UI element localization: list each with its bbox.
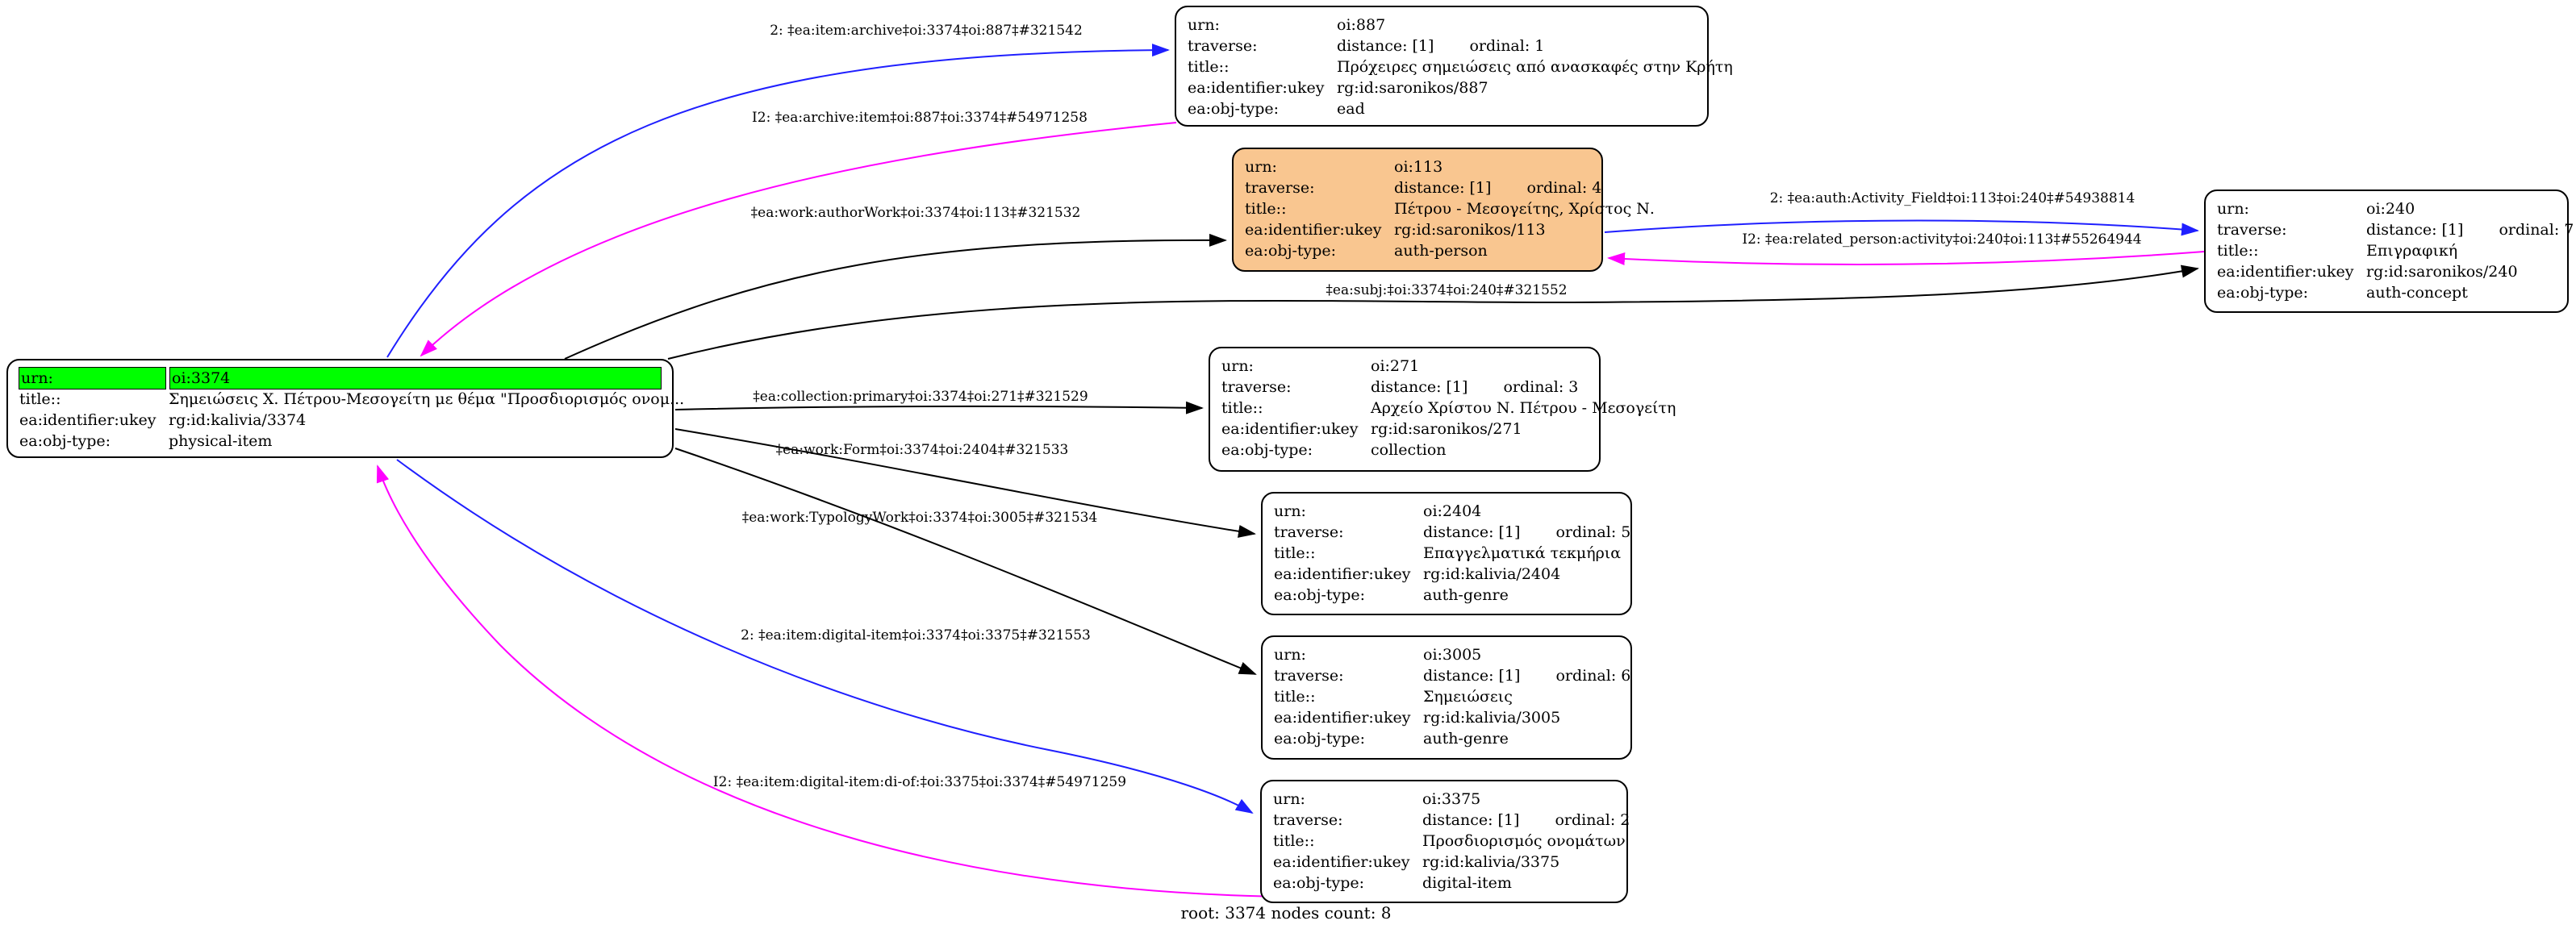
field-label: ea:identifier:ukey	[1188, 79, 1325, 97]
field-value: oi:887	[1337, 16, 1386, 34]
field-value: auth-genre	[1423, 586, 1509, 604]
field-label: traverse:	[1274, 667, 1344, 685]
graph-caption: root: 3374 nodes count: 8	[1180, 903, 1392, 923]
field-value: Επαγγελματικά τεκμήρια	[1423, 544, 1622, 562]
node-row-traverse	[1245, 177, 1602, 198]
field-label: ea:identifier:ukey	[1274, 709, 1411, 727]
node-row-traverse	[1188, 35, 1696, 56]
field-label: title::	[1274, 688, 1316, 706]
field-value: distance: [1]	[1423, 667, 1521, 685]
node-row-identifier	[2217, 261, 2556, 282]
edge-label-work-typologywork: ‡ea:work:TypologyWork‡oi:3374‡oi:3005‡#321534	[741, 510, 1098, 526]
node-row-title	[1221, 398, 1676, 419]
node-row-identifier	[1221, 419, 1588, 439]
field-value: rg:id:kalivia/3005	[1423, 709, 1561, 727]
edge-label-related-person: I2: ‡ea:related_person:activity‡oi:240‡oi:113‡#55264944	[1742, 231, 2142, 248]
field-value: rg:id:kalivia/2404	[1423, 565, 1561, 583]
node-row-objtype	[1245, 240, 1590, 261]
field-value: distance: [1]	[1394, 179, 1492, 197]
field-label: ea:obj-type:	[1221, 441, 1313, 459]
node-row-urn	[1273, 789, 1615, 810]
node-row-title	[1274, 686, 1619, 707]
edge-label-work-authorwork: ‡ea:work:authorWork‡oi:3374‡oi:113‡#321532	[750, 205, 1081, 221]
field-label: ea:identifier:ukey	[1273, 853, 1410, 871]
node-row-objtype	[1221, 439, 1588, 460]
node-row-objtype	[1274, 728, 1619, 749]
node-row-traverse	[1221, 377, 1588, 398]
field-label: ea:obj-type:	[1188, 100, 1280, 118]
edge-label-work-form: ‡ea:work:Form‡oi:3374‡oi:2404‡#321533	[775, 442, 1069, 458]
edge-collection-primary	[675, 406, 1202, 410]
node-oi-887[interactable]	[1175, 6, 1733, 127]
edge-digital-item-di-of	[378, 466, 1299, 897]
field-value-2: ordinal: 4	[1526, 179, 1602, 197]
field-value: distance: [1]	[2366, 221, 2464, 239]
field-value: auth-concept	[2366, 284, 2468, 302]
field-label: ea:obj-type:	[1273, 874, 1365, 892]
field-value: rg:id:saronikos/271	[1371, 420, 1522, 438]
field-label: ea:identifier:ukey	[2217, 263, 2354, 281]
field-value: auth-genre	[1423, 730, 1509, 748]
edge-label-collection-primary: ‡ea:collection:primary‡oi:3374‡oi:271‡#321529	[753, 389, 1088, 405]
field-value: Αρχείο Χρίστου Ν. Πέτρου - Μεσογείτη	[1371, 399, 1676, 417]
field-label: traverse:	[1274, 523, 1344, 541]
field-label: ea:identifier:ukey	[1245, 221, 1382, 239]
edge-label-subj: ‡ea:subj:‡oi:3374‡oi:240‡#321552	[1326, 282, 1568, 298]
node-row-title	[1273, 831, 1626, 852]
field-value: oi:3005	[1423, 646, 1482, 664]
field-label: title::	[1273, 832, 1315, 850]
node-row-title	[1274, 543, 1622, 564]
field-value: rg:id:saronikos/887	[1337, 79, 1488, 97]
field-value: oi:113	[1394, 158, 1443, 176]
field-value: oi:271	[1371, 357, 1420, 375]
node-row-title	[19, 389, 685, 410]
node-row-title	[2217, 240, 2556, 261]
node-oi-2404[interactable]	[1261, 492, 1632, 615]
node-row-urn	[1274, 501, 1619, 522]
node-row-traverse	[1274, 522, 1631, 543]
field-value: distance: [1]	[1337, 37, 1434, 55]
field-label: urn:	[1274, 646, 1306, 664]
field-value: rg:id:saronikos/113	[1394, 221, 1546, 239]
node-row-urn	[1188, 15, 1696, 35]
node-row-objtype	[1274, 585, 1619, 606]
edge-label-digital-item-di-of: I2: ‡ea:item:digital-item:di-of:‡oi:3375‡oi:3374‡#54971259	[712, 774, 1127, 790]
node-row-identifier	[1274, 564, 1619, 585]
node-row-identifier	[1188, 77, 1696, 98]
edge-auth-activity-field	[1605, 221, 2198, 233]
field-label: traverse:	[1188, 37, 1258, 55]
field-value: Επιγραφική	[2366, 242, 2458, 260]
field-label: traverse:	[1273, 811, 1343, 829]
node-row-urn	[19, 368, 661, 389]
field-label: ea:obj-type:	[1274, 730, 1366, 748]
field-value: physical-item	[169, 432, 273, 450]
field-label: ea:identifier:ukey	[1221, 420, 1359, 438]
node-oi-240[interactable]	[2204, 190, 2574, 313]
field-value: collection	[1371, 441, 1447, 459]
edge-archive-item	[421, 123, 1176, 356]
field-label: traverse:	[1221, 378, 1292, 396]
node-oi-3005[interactable]	[1261, 635, 1632, 760]
field-label: title::	[1274, 544, 1316, 562]
node-row-traverse	[1274, 665, 1631, 686]
field-label: traverse:	[1245, 179, 1315, 197]
node-row-identifier	[1245, 219, 1590, 240]
field-value-2: ordinal: 3	[1503, 378, 1579, 396]
node-row-objtype	[2217, 282, 2556, 303]
node-row-objtype	[1188, 98, 1696, 119]
node-row-identifier	[1274, 707, 1619, 728]
field-value: oi:3375	[1422, 790, 1481, 808]
node-row-title	[1188, 56, 1733, 77]
node-row-objtype	[1273, 873, 1615, 893]
field-label: ea:obj-type:	[19, 432, 111, 450]
field-label: ea:identifier:ukey	[1274, 565, 1411, 583]
node-row-urn	[1221, 356, 1588, 377]
field-label: ea:obj-type:	[1274, 586, 1366, 604]
edge-label-archive-item: I2: ‡ea:archive:item‡oi:887‡oi:3374‡#54971258	[752, 110, 1088, 126]
edge-label-item-archive: 2: ‡ea:item:archive‡oi:3374‡oi:887‡#321542	[770, 23, 1083, 39]
field-value: Σημειώσεις	[1423, 688, 1513, 706]
field-label: urn:	[2217, 200, 2249, 218]
field-label: title::	[19, 390, 61, 408]
field-label: urn:	[1245, 158, 1277, 176]
node-oi-3374[interactable]	[6, 359, 685, 458]
field-value: rg:id:kalivia/3375	[1422, 853, 1560, 871]
node-oi-271[interactable]	[1209, 347, 1676, 472]
field-value: auth-person	[1394, 242, 1488, 260]
field-label: title::	[1245, 200, 1287, 218]
node-row-identifier	[19, 410, 661, 431]
node-row-urn	[1245, 156, 1590, 177]
node-row-objtype	[19, 431, 661, 452]
field-label: ea:obj-type:	[1245, 242, 1337, 260]
node-oi-113[interactable]	[1232, 148, 1655, 272]
field-value: Σημειώσεις Χ. Πέτρου-Μεσογείτη με θέμα "Προσδιορισμός ονομ...	[169, 390, 685, 408]
field-value-2: ordinal: 2	[1555, 811, 1630, 829]
edge-related-person	[1609, 252, 2204, 264]
field-label: ea:obj-type:	[2217, 284, 2309, 302]
field-value: distance: [1]	[1422, 811, 1520, 829]
field-label: ea:identifier:ukey	[19, 411, 157, 429]
node-row-urn	[2217, 198, 2556, 219]
field-value-2: ordinal: 1	[1469, 37, 1545, 55]
field-value: Πρόχειρες σημειώσεις από ανασκαφές στην Κρήτη	[1337, 58, 1733, 76]
node-row-urn	[1274, 644, 1619, 665]
field-value: digital-item	[1422, 874, 1512, 892]
field-value: rg:id:saronikos/240	[2366, 263, 2518, 281]
edge-label-auth-activity-field: 2: ‡ea:auth:Activity_Field‡oi:113‡oi:240‡#54938814	[1769, 190, 2136, 206]
edge-work-authorwork	[565, 240, 1225, 359]
field-value: Προσδιορισμός ονομάτων	[1422, 832, 1626, 850]
field-value-2: ordinal: 5	[1555, 523, 1631, 541]
field-label: urn:	[1188, 16, 1220, 34]
node-row-traverse	[2217, 219, 2574, 240]
field-value-2: ordinal: 6	[1555, 667, 1631, 685]
field-label: title::	[1221, 399, 1263, 417]
edge-item-archive	[387, 50, 1168, 357]
node-row-identifier	[1273, 852, 1615, 873]
field-label: urn:	[1274, 502, 1306, 520]
field-value: distance: [1]	[1423, 523, 1521, 541]
field-label: urn:	[1221, 357, 1254, 375]
field-label: title::	[1188, 58, 1230, 76]
edge-label-item-digital-item: 2: ‡ea:item:digital-item‡oi:3374‡oi:3375‡#321553	[741, 627, 1091, 644]
field-value: oi:2404	[1423, 502, 1482, 520]
field-value: ead	[1337, 100, 1365, 118]
field-value: Πέτρου - Μεσογείτης, Χρίστος Ν.	[1394, 200, 1655, 218]
node-oi-3375[interactable]	[1260, 780, 1628, 903]
field-label: traverse:	[2217, 221, 2287, 239]
field-value: oi:3374	[170, 368, 661, 389]
field-label: urn:	[19, 368, 165, 389]
field-value: distance: [1]	[1371, 378, 1468, 396]
node-row-traverse	[1273, 810, 1630, 831]
field-value-2: ordinal: 7	[2499, 221, 2574, 239]
field-value: oi:240	[2366, 200, 2415, 218]
node-row-title	[1245, 198, 1655, 219]
field-label: urn:	[1273, 790, 1305, 808]
field-label: title::	[2217, 242, 2259, 260]
field-value: rg:id:kalivia/3374	[169, 411, 307, 429]
